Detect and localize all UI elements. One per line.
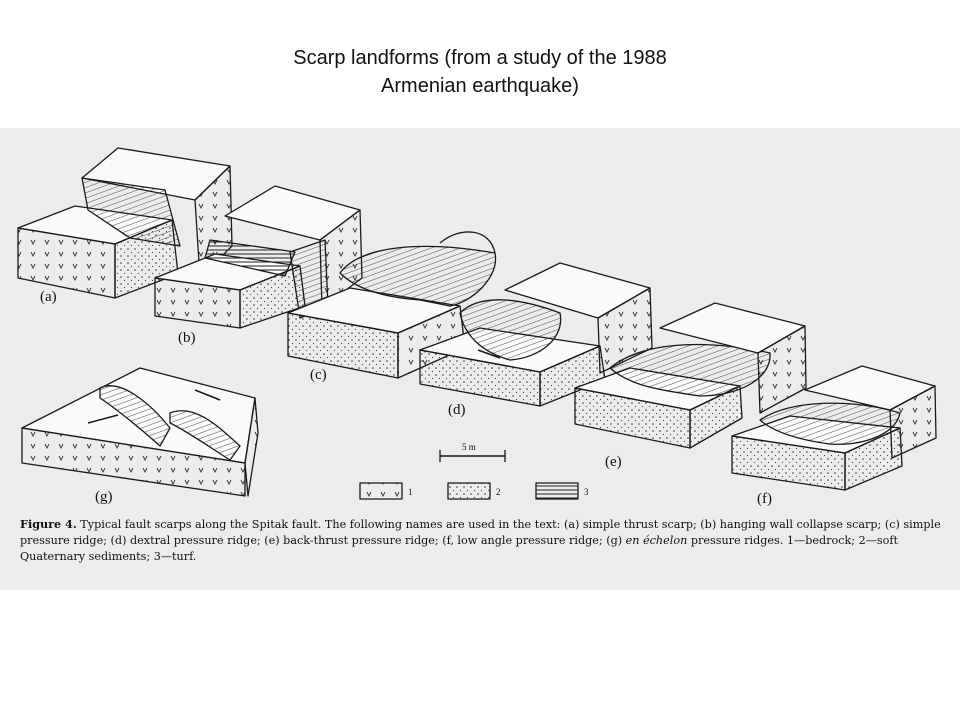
slide-title	[0, 44, 960, 100]
figure-caption-italic: en échelon	[625, 534, 688, 547]
slide-title-line-2: Armenian earthquake)	[381, 75, 579, 97]
slide-title-line-1: Scarp landforms (from a study of the 1988	[293, 47, 667, 69]
figure-caption-text: Typical fault scarps along the Spitak fault. The following names are used in the text: (a) simple thrust scarp; (b) hanging wall collapse scarp; (c) simple pressure ridge; (d) dextral pressure ridge; (e) back-thrust pressure ridge; (f, low angle pressure ridge; (g)	[20, 518, 941, 547]
panel-label-e: (e)	[605, 454, 622, 470]
block-g-en-echelon-pressure-ridges	[22, 368, 258, 496]
legend-swatch-sediments	[448, 483, 490, 499]
legend-key-2: 2	[496, 487, 501, 497]
panel-label-g: (g)	[95, 489, 113, 505]
panel-label-c: (c)	[310, 367, 327, 383]
scale-bar-label: 5 m	[462, 442, 476, 452]
figure-scan	[0, 128, 960, 590]
legend	[360, 483, 578, 499]
figure-caption	[20, 516, 945, 565]
figure-caption-tail: pressure ridges. 1—bedrock; 2—soft Quaternary sediments; 3—turf.	[20, 534, 899, 563]
legend-key-3: 3	[584, 487, 589, 497]
panel-label-d: (d)	[448, 402, 466, 418]
legend-swatch-bedrock	[360, 483, 402, 499]
panel-label-a: (a)	[40, 289, 57, 305]
figure-caption-lead: Figure 4.	[20, 517, 77, 531]
legend-key-1: 1	[408, 487, 413, 497]
panel-label-f: (f)	[757, 491, 772, 507]
panel-label-b: (b)	[178, 330, 196, 346]
legend-swatch-turf	[536, 483, 578, 499]
